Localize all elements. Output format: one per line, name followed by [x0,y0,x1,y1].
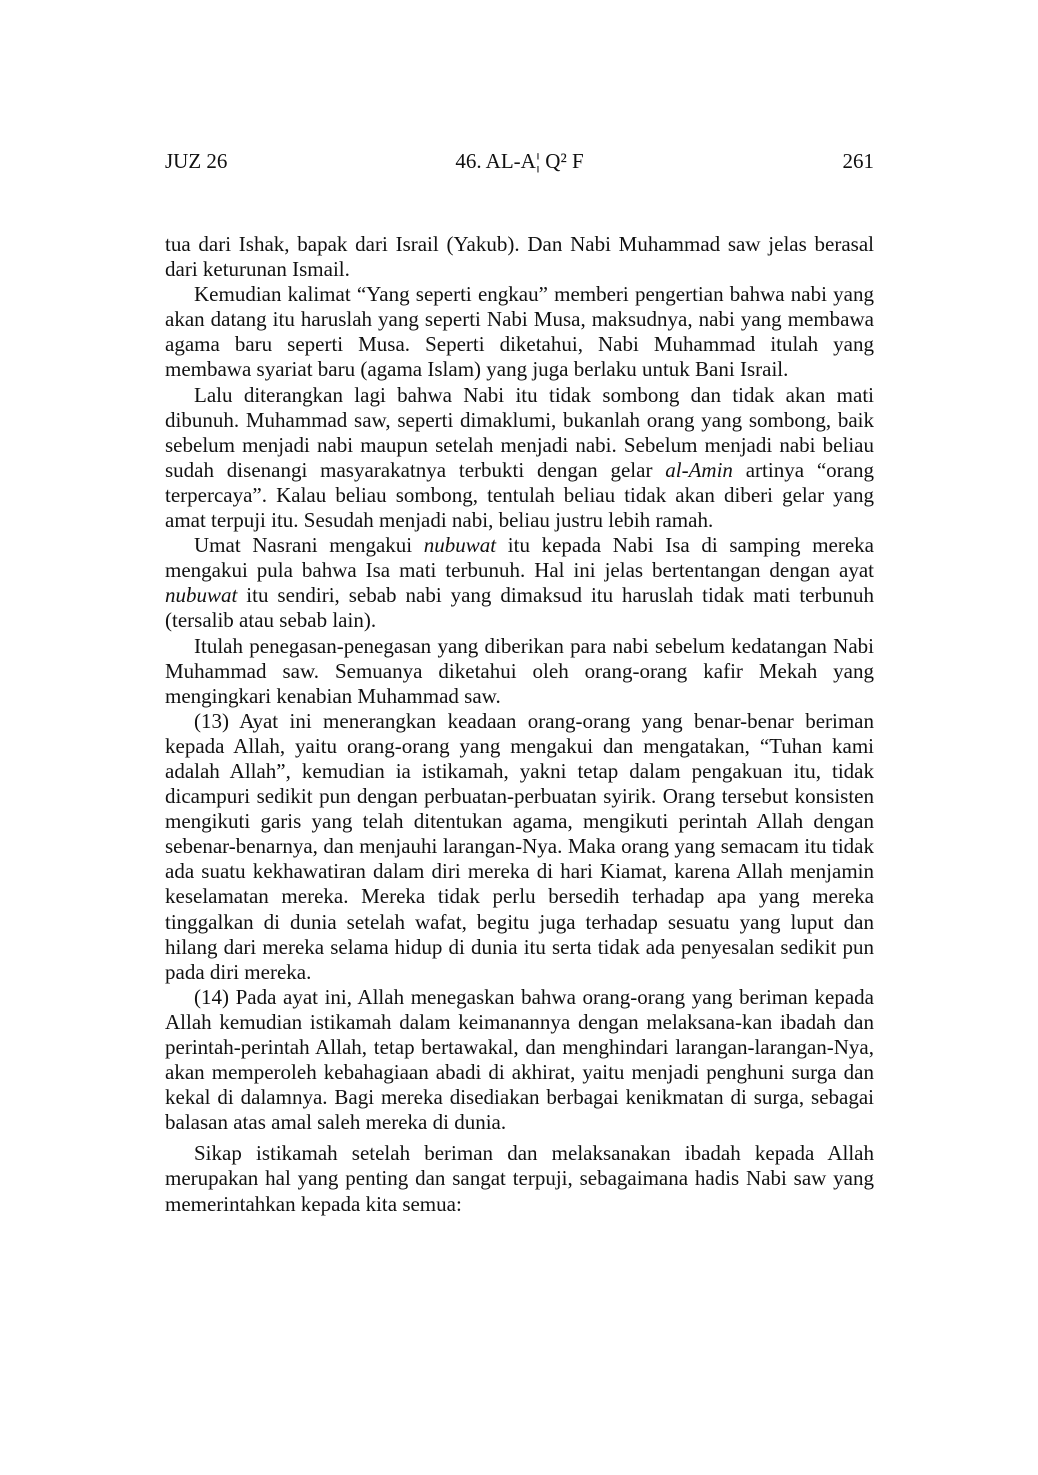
italic-term: nubuwat [423,533,497,558]
page-number: 261 [842,149,874,173]
italic-term: nubuwat [165,583,238,608]
surah-title: 46. AL-A¦ Q² F [455,149,584,173]
paragraph: (14) Pada ayat ini, Allah menegaskan bahwa orang-orang yang beriman kepada Allah kemudian istikamah dalam keimanannya dengan melaksana-kan ibadah dan perintah-perintah Allah, tetap bertawakal, dan menghindari larangan-larangan-Nya, akan memperoleh kebahagiaan abadi di akhirat, yaitu menjadi penghuni surga dan kekal di dalamnya. Bagi mereka disediakan berbagai kenikmatan di surga, sebagai balasan atas amal saleh mereka di dunia. [165,984,874,1135]
body-text [165,232,874,1217]
paragraph-text: Lalu diterangkan lagi bahwa Nabi itu tidak sombong dan tidak akan mati dibunuh. Muhammad saw, seperti dimaklumi, bukanlah orang yang sombong, baik sebelum menjadi nabi maupun setelah menjadi nabi. Sebelum menjadi nabi beliau sudah disenangi masyarakatnya terbukti dengan gelar [165,382,874,482]
paragraph-text: itu kepada Nabi Isa di samping mereka mengakui pula bahwa Isa mati terbunuh. Hal ini jelas bertentangan dengan ayat [165,533,874,583]
paragraph: Itulah penegasan-penegasan yang diberikan para nabi sebelum kedatangan Nabi Muhammad saw. Semuanya diketahui oleh orang-orang kafir Mekah yang mengingkari kenabian Muhammad saw. [165,633,874,708]
paragraph-text: Umat Nasrani mengakui [194,533,424,558]
paragraph-text: artinya “orang terpercaya”. Kalau beliau sombong, tentulah beliau tidak akan diberi gelar yang amat terpuji itu. Sesudah menjadi nabi, beliau justru lebih ramah. [165,457,874,533]
paragraph: Sikap istikamah setelah beriman dan melaksanakan ibadah kepada Allah merupakan hal yang penting dan sangat terpuji, sebagaimana hadis Nabi saw yang memerintahkan kepada kita semua: [165,1141,874,1216]
paragraph: tua dari Ishak, bapak dari Israil (Yakub). Dan Nabi Muhammad saw jelas berasal dari keturunan Ismail. [165,232,874,282]
italic-term: al-Amin [665,457,733,482]
juz-label: JUZ 26 [165,149,228,173]
paragraph [165,383,874,534]
running-header [165,146,874,176]
paragraph [165,533,874,633]
paragraph: (13) Ayat ini menerangkan keadaan orang-orang yang benar-benar beriman kepada Allah, yaitu orang-orang yang mengakui dan mengatakan, “Tuhan kami adalah Allah”, kemudian ia istikamah, yakni tetap dalam pengakuan itu, tidak dicampuri sedikit pun dengan perbuatan-perbuatan syirik. Orang tersebut konsisten mengikuti garis yang telah ditentukan agama, mengikuti perintah Allah dengan sebenar-benarnya, dan menjauhi larangan-Nya. Maka orang yang semacam itu tidak ada suatu kekhawatiran dalam diri mereka di hari Kiamat, karena Allah menjamin keselamatan mereka. Mereka tidak perlu bersedih terhadap apa yang mereka tinggalkan di dunia setelah wafat, begitu juga terhadap sesuatu yang luput dan hilang dari mereka selama hidup di dunia itu serta tidak ada penyesalan sedikit pun pada diri mereka. [165,708,874,984]
paragraph-text: itu sendiri, sebab nabi yang dimaksud itu haruslah tidak mati terbunuh (tersalib atau sebab lain). [165,583,874,633]
paragraph: Kemudian kalimat “Yang seperti engkau” memberi pengertian bahwa nabi yang akan datang itu haruslah yang seperti Nabi Musa, maksudnya, nabi yang membawa agama baru seperti Musa. Seperti diketahui, Nabi Muhammad itulah yang membawa syariat baru (agama Islam) yang juga berlaku untuk Bani Israil. [165,282,874,382]
